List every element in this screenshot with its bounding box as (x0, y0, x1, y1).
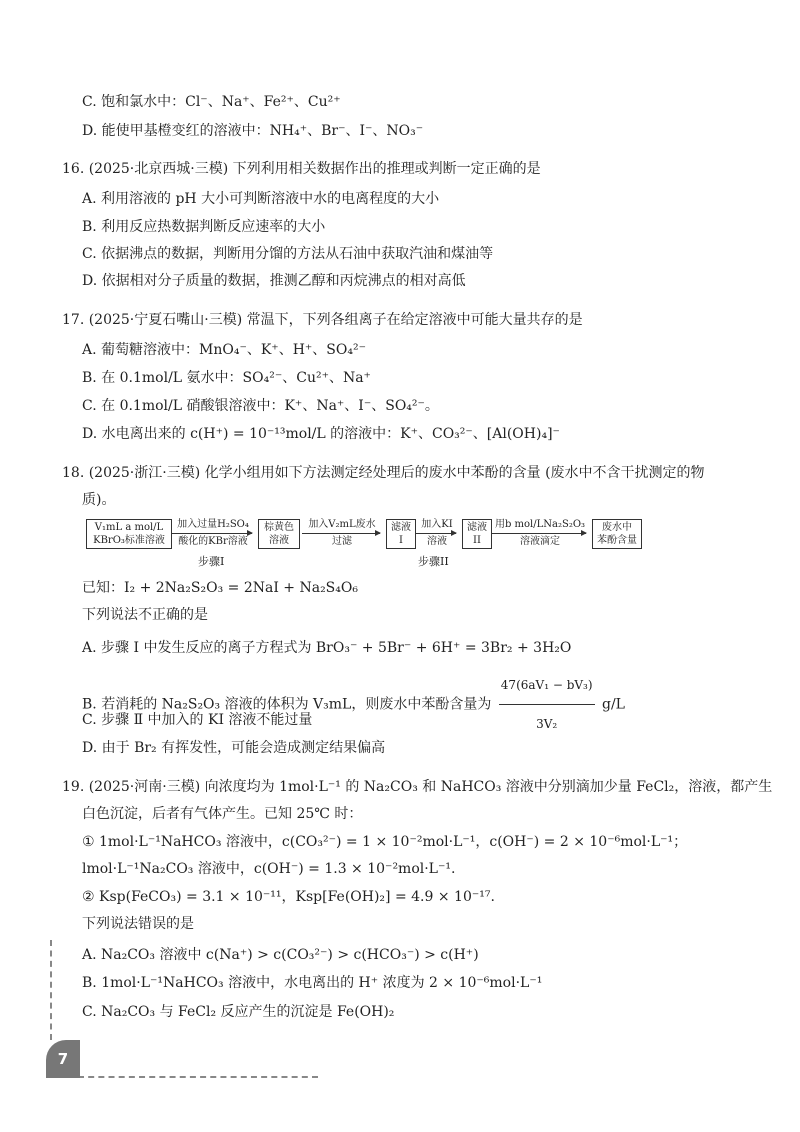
fraction-denominator: 3V₂ (536, 717, 558, 731)
flow-arrow2-top: 加入V₂mL废水 (308, 519, 376, 530)
flow-box-text: I (399, 535, 403, 546)
flow-box-brown (258, 519, 300, 549)
answer-option: A. Na₂CO₃ 溶液中 c(Na⁺) > c(CO₃²⁻) > c(HCO₃⁻) > c(H⁺) (82, 947, 479, 963)
flow-box-text: II (473, 535, 481, 546)
text-line: 下列说法错误的是 (82, 916, 194, 932)
q18-flow-diagram (86, 516, 646, 568)
footer-dashed-line (78, 1076, 318, 1078)
flow-arrow1-top: 加入过量H₂SO₄ (177, 519, 249, 530)
q18-option-b-suffix: g/L (602, 696, 625, 713)
flow-arrow2-bottom: 过滤 (332, 536, 352, 547)
text-line: ① 1mol·L⁻¹NaHCO₃ 溶液中，c(CO₃²⁻) = 1 × 10⁻²mol·L⁻¹，c(OH⁻) = 2 × 10⁻⁶mol·L⁻¹； (82, 834, 688, 850)
page-number: 7 (46, 1040, 80, 1078)
flow-box-text: 废水中 (602, 522, 632, 533)
answer-option: D. 由于 Br₂ 有挥发性，可能会造成测定结果偏高 (82, 740, 386, 756)
answer-option: B. 利用反应热数据判断反应速率的大小 (82, 219, 326, 235)
flow-step-2: 步骤II (418, 555, 449, 568)
flow-box-text: 滤液 (467, 522, 487, 533)
flow-arrow4-top: 用b mol/LNa₂S₂O₃ (494, 519, 586, 530)
flow-box-text: 滤液 (391, 522, 411, 533)
flow-arrow-4 (492, 533, 586, 534)
answer-option: B. 在 0.1mol/L 氨水中：SO₄²⁻、Cu²⁺、Na⁺ (82, 370, 371, 386)
answer-option: C. 在 0.1mol/L 硝酸银溶液中：K⁺、Na⁺、I⁻、SO₄²⁻。 (82, 398, 439, 414)
text-line: 白色沉淀，后者有气体产生。已知 25℃ 时： (82, 806, 363, 822)
flow-arrow1-bottom: 酸化的KBr溶液 (178, 536, 248, 547)
flow-box-text: 棕黄色 (264, 522, 294, 533)
q18-option-b-prefix: B. 若消耗的 Na₂S₂O₃ 溶液的体积为 V₃mL，则废水中苯酚含量为 (82, 696, 492, 713)
answer-option: C. 依据沸点的数据，判断用分馏的方法从石油中获取汽油和煤油等 (82, 246, 494, 262)
answer-option: C. Na₂CO₃ 与 FeCl₂ 反应产生的沉淀是 Fe(OH)₂ (82, 1004, 395, 1020)
flow-box-text: 苯酚含量 (597, 535, 637, 546)
question-stem: 16. (2025·北京西城·三模) 下列利用相关数据作出的推理或判断一定正确的是 (62, 161, 541, 177)
flow-arrow3-bottom: 溶液 (427, 536, 447, 547)
flow-arrow-1 (172, 533, 252, 534)
text-line: 质)。 (82, 492, 116, 508)
answer-option: C. 饱和氯水中：Cl⁻、Na⁺、Fe²⁺、Cu²⁺ (82, 94, 341, 110)
margin-dashed-line (50, 940, 52, 1040)
answer-option: A. 利用溶液的 pH 大小可判断溶液中水的电离程度的大小 (82, 191, 440, 207)
text-line: ② Ksp(FeCO₃) = 3.1 × 10⁻¹¹，Ksp[Fe(OH)₂] = 4.9 × 10⁻¹⁷. (82, 889, 495, 905)
flow-box-filtrate-1 (386, 519, 416, 549)
flow-step-1: 步骤I (198, 555, 225, 568)
answer-option: C. 步骤 Ⅱ 中加入的 KI 溶液不能过量 (82, 712, 313, 728)
flow-arrow-3 (416, 533, 456, 534)
flow-box-result (592, 519, 642, 549)
text-line: 下列说法不正确的是 (82, 607, 208, 623)
text-line: 已知：I₂ + 2Na₂S₂O₃ = 2NaI + Na₂S₄O₆ (82, 580, 358, 596)
question-stem: 17. (2025·宁夏石嘴山·三模) 常温下，下列各组离子在给定溶液中可能大量共存的是 (62, 312, 583, 328)
flow-box-text: 溶液 (269, 535, 289, 546)
answer-option: D. 依据相对分子质量的数据，推测乙醇和丙烷沸点的相对高低 (82, 273, 466, 289)
fraction-numerator: 47(6aV₁ − bV₃) (499, 666, 595, 705)
q18-option-b-fraction (499, 666, 595, 743)
answer-option: A. 葡萄糖溶液中：MnO₄⁻、K⁺、H⁺、SO₄²⁻ (82, 342, 366, 358)
answer-option: B. 1mol·L⁻¹NaHCO₃ 溶液中，水电离出的 H⁺ 浓度为 2 × 10⁻⁶mol·L⁻¹ (82, 975, 543, 991)
flow-arrow3-top: 加入KI (421, 519, 453, 530)
flow-box-kbro3 (86, 519, 172, 549)
question-stem: 19. (2025·河南·三模) 向浓度均为 1mol·L⁻¹ 的 Na₂CO₃ 和 NaHCO₃ 溶液中分别滴加少量 FeCl₂，溶液，都产生 (62, 779, 773, 795)
answer-option: D. 能使甲基橙变红的溶液中：NH₄⁺、Br⁻、I⁻、NO₃⁻ (82, 123, 424, 139)
flow-box-text: V₁mL a mol/L (94, 522, 164, 533)
answer-option: A. 步骤 Ⅰ 中发生反应的离子方程式为 BrO₃⁻ + 5Br⁻ + 6H⁺ = 3Br₂ + 3H₂O (82, 640, 572, 656)
answer-option: D. 水电离出来的 c(H⁺) = 10⁻¹³mol/L 的溶液中：K⁺、CO₃²⁻、[Al(OH)₄]⁻ (82, 426, 560, 442)
question-stem: 18. (2025·浙江·三模) 化学小组用如下方法测定经处理后的废水中苯酚的含量 (废水中不含干扰测定的物 (62, 465, 705, 481)
flow-arrow4-bottom: 溶液滴定 (520, 536, 560, 547)
flow-arrow-2 (302, 533, 380, 534)
flow-box-filtrate-2 (462, 519, 492, 549)
text-line: lmol·L⁻¹Na₂CO₃ 溶液中，c(OH⁻) = 1.3 × 10⁻²mol·L⁻¹. (82, 861, 456, 877)
flow-box-text: KBrO₃标准溶液 (93, 535, 165, 546)
q18-option-b (82, 666, 625, 743)
